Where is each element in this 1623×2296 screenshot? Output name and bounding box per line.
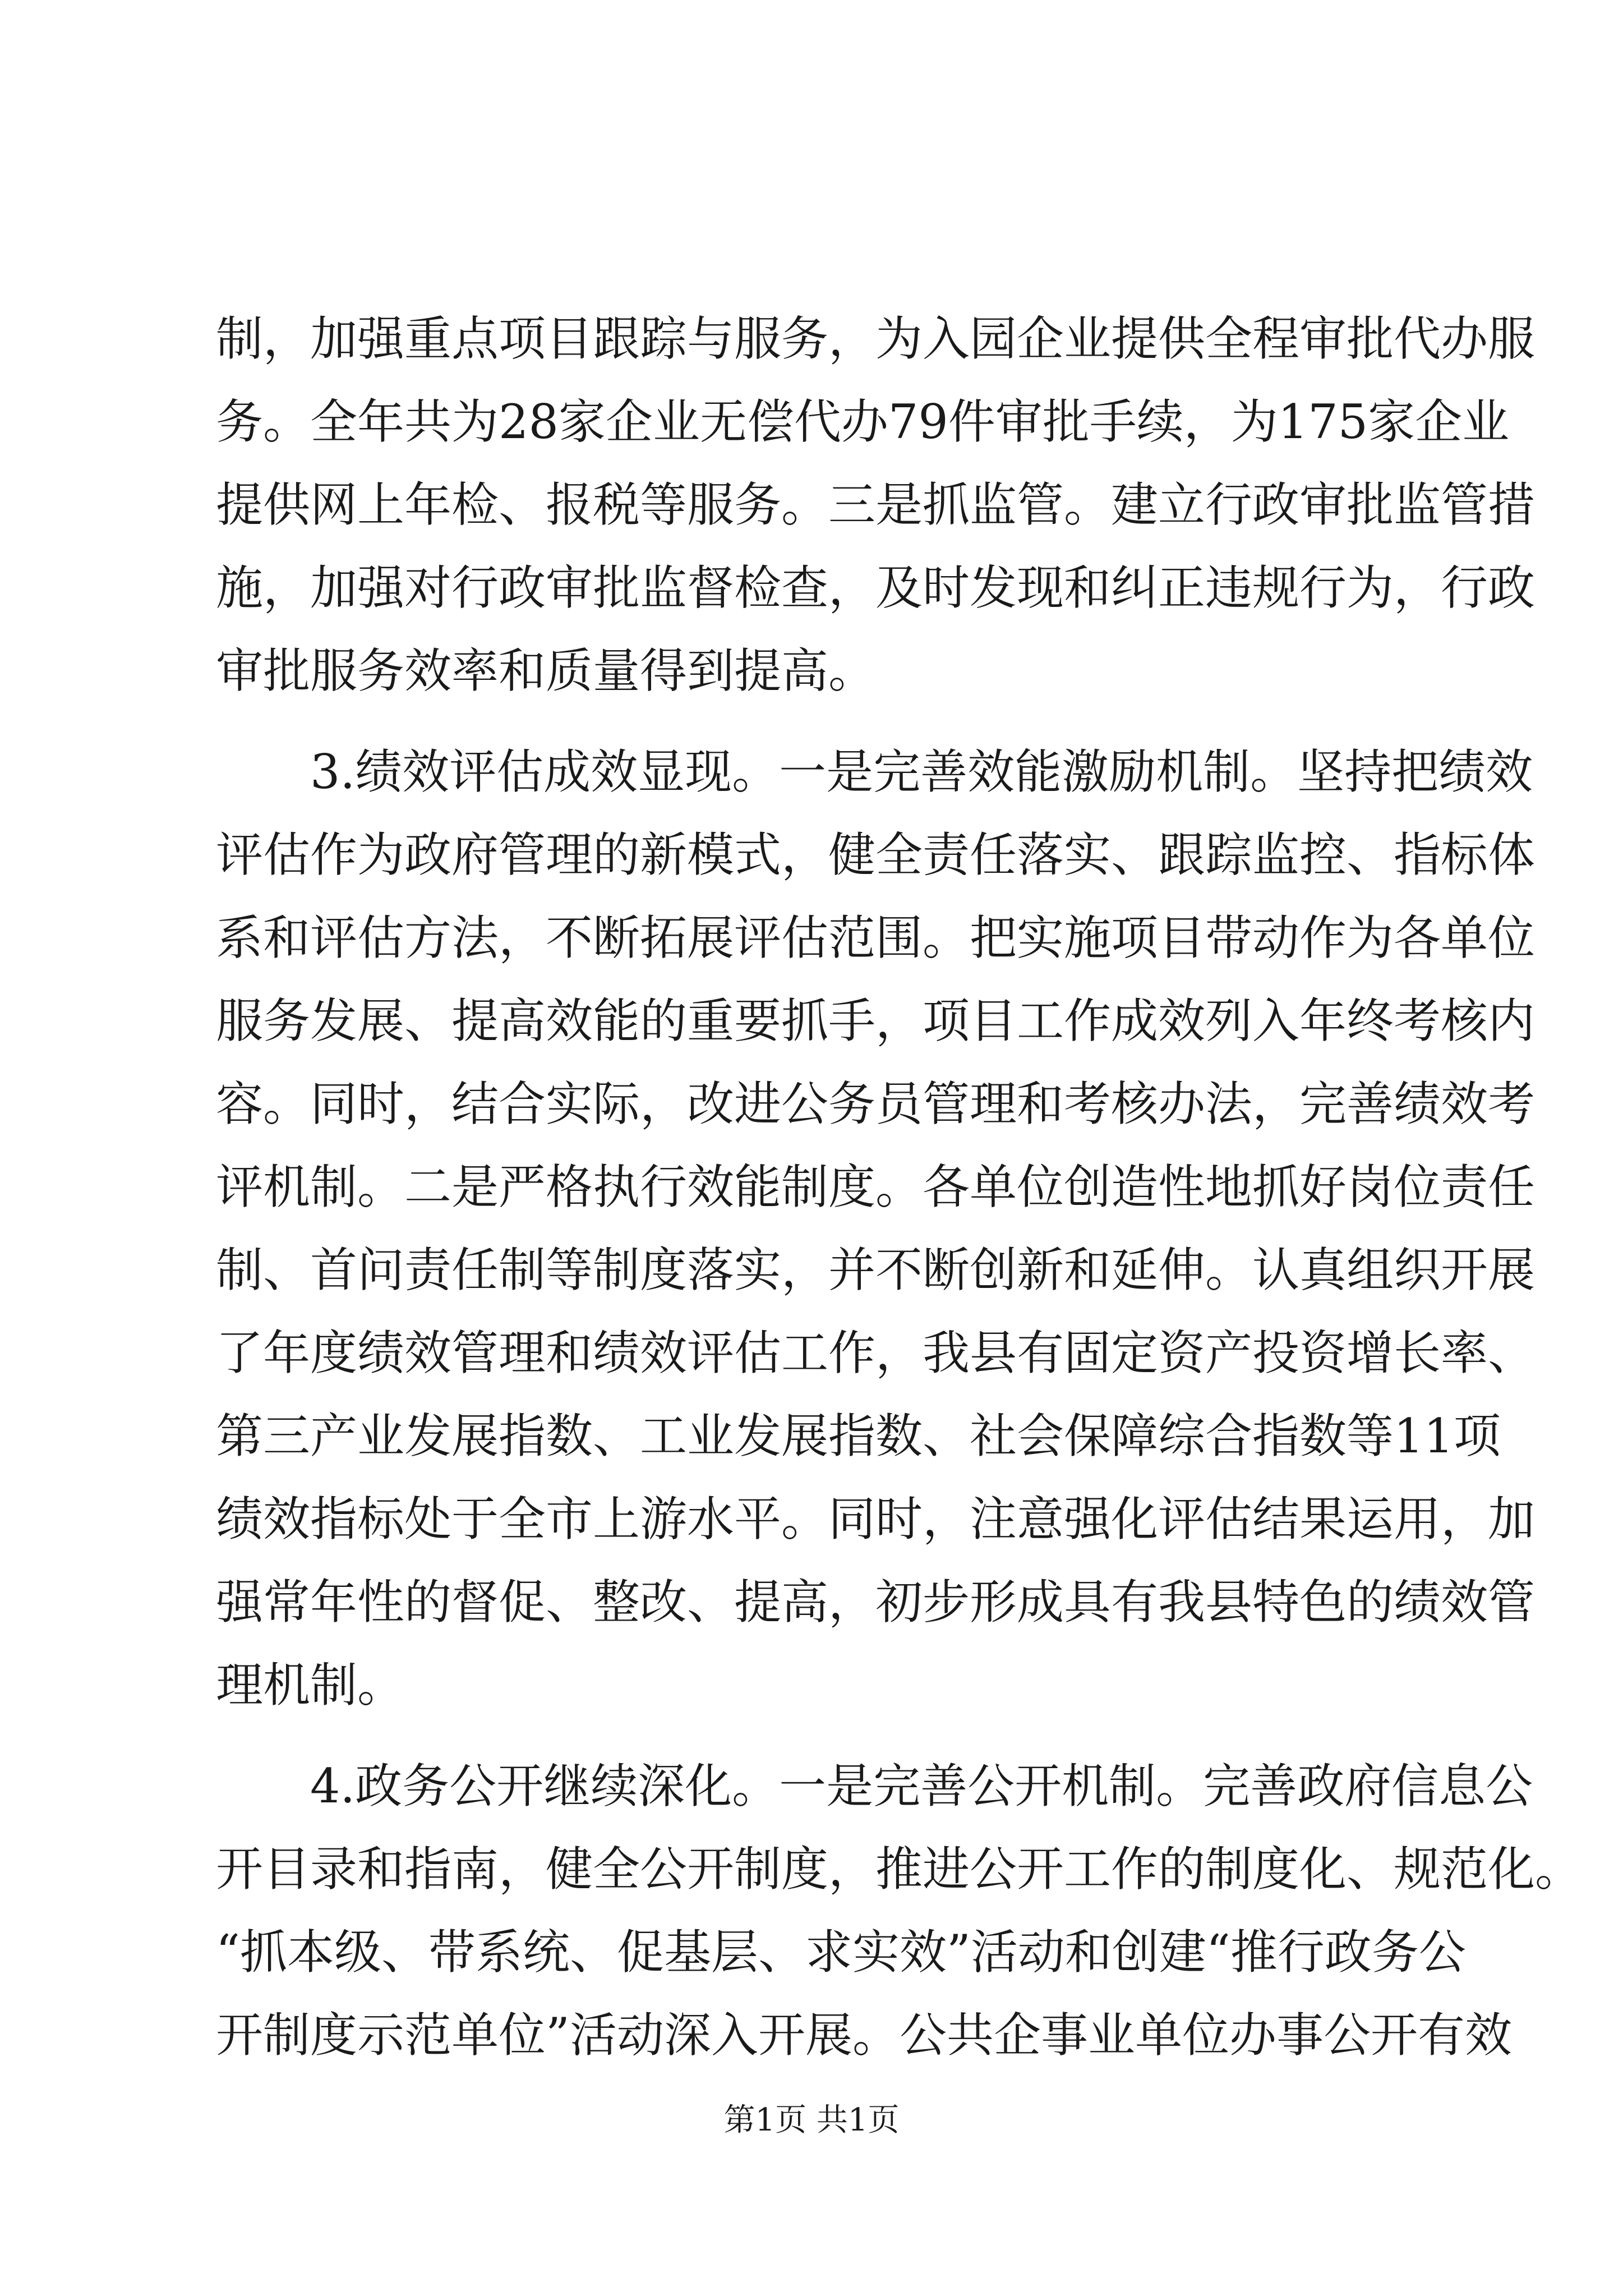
paragraph bbox=[216, 297, 1536, 712]
text-line: 施，加强对行政审批监督检查，及时发现和纠正违规行为，行政 bbox=[216, 560, 1536, 615]
text-line: 制、首问责任制等制度落实，并不断创新和延伸。认真组织开展 bbox=[216, 1243, 1536, 1297]
text-line: 提供网上年检、报税等服务。三是抓监管。建立行政审批监管措 bbox=[216, 477, 1536, 532]
text-line: 绩效指标处于全市上游水平。同时，注意强化评估结果运用，加 bbox=[216, 1492, 1536, 1547]
text-line: 4.政务公开继续深化。一是完善公开机制。完善政府信息公 bbox=[310, 1759, 1533, 1814]
text-line: 务。全年共为28家企业无偿代办79件审批手续，为175家企业 bbox=[216, 394, 1510, 449]
text-line: 评估作为政府管理的新模式，健全责任落实、跟踪监控、指标体 bbox=[216, 827, 1536, 882]
text-line: 容。同时，结合实际，改进公务员管理和考核办法，完善绩效考 bbox=[216, 1076, 1536, 1131]
text-line: 系和评估方法，不断拓展评估范围。把实施项目带动作为各单位 bbox=[216, 910, 1536, 965]
text-line: 3.绩效评估成效显现。一是完善效能激励机制。坚持把绩效 bbox=[310, 744, 1533, 799]
document-body bbox=[216, 297, 1583, 2077]
paragraph bbox=[216, 1745, 1583, 2077]
text-line: 审批服务效率和质量得到提高。 bbox=[216, 643, 876, 698]
page-footer: 第1页 共1页 bbox=[723, 2102, 900, 2138]
text-line: 制，加强重点项目跟踪与服务，为入园企业提供全程审批代办服 bbox=[216, 311, 1536, 366]
text-line: 开制度示范单位”活动深入开展。公共企事业单位办事公开有效 bbox=[216, 2008, 1512, 2063]
text-line: 开目录和指南，健全公开制度，推进公开工作的制度化、规范化。 bbox=[216, 1842, 1583, 1897]
text-line: 服务发展、提高效能的重要抓手，项目工作成效列入年终考核内 bbox=[216, 993, 1536, 1048]
text-line: 了年度绩效管理和绩效评估工作，我县有固定资产投资增长率、 bbox=[216, 1326, 1536, 1381]
text-line: 评机制。二是严格执行效能制度。各单位创造性地抓好岗位责任 bbox=[216, 1159, 1536, 1214]
text-line: 理机制。 bbox=[216, 1658, 405, 1713]
text-line: 强常年性的督促、整改、提高，初步形成具有我县特色的绩效管 bbox=[216, 1575, 1536, 1630]
text-line: 第三产业发展指数、工业发展指数、社会保障综合指数等11项 bbox=[216, 1409, 1501, 1464]
text-line: “抓本级、带系统、促基层、求实效”活动和创建“推行政务公 bbox=[216, 1925, 1466, 1980]
paragraph bbox=[216, 730, 1536, 1727]
